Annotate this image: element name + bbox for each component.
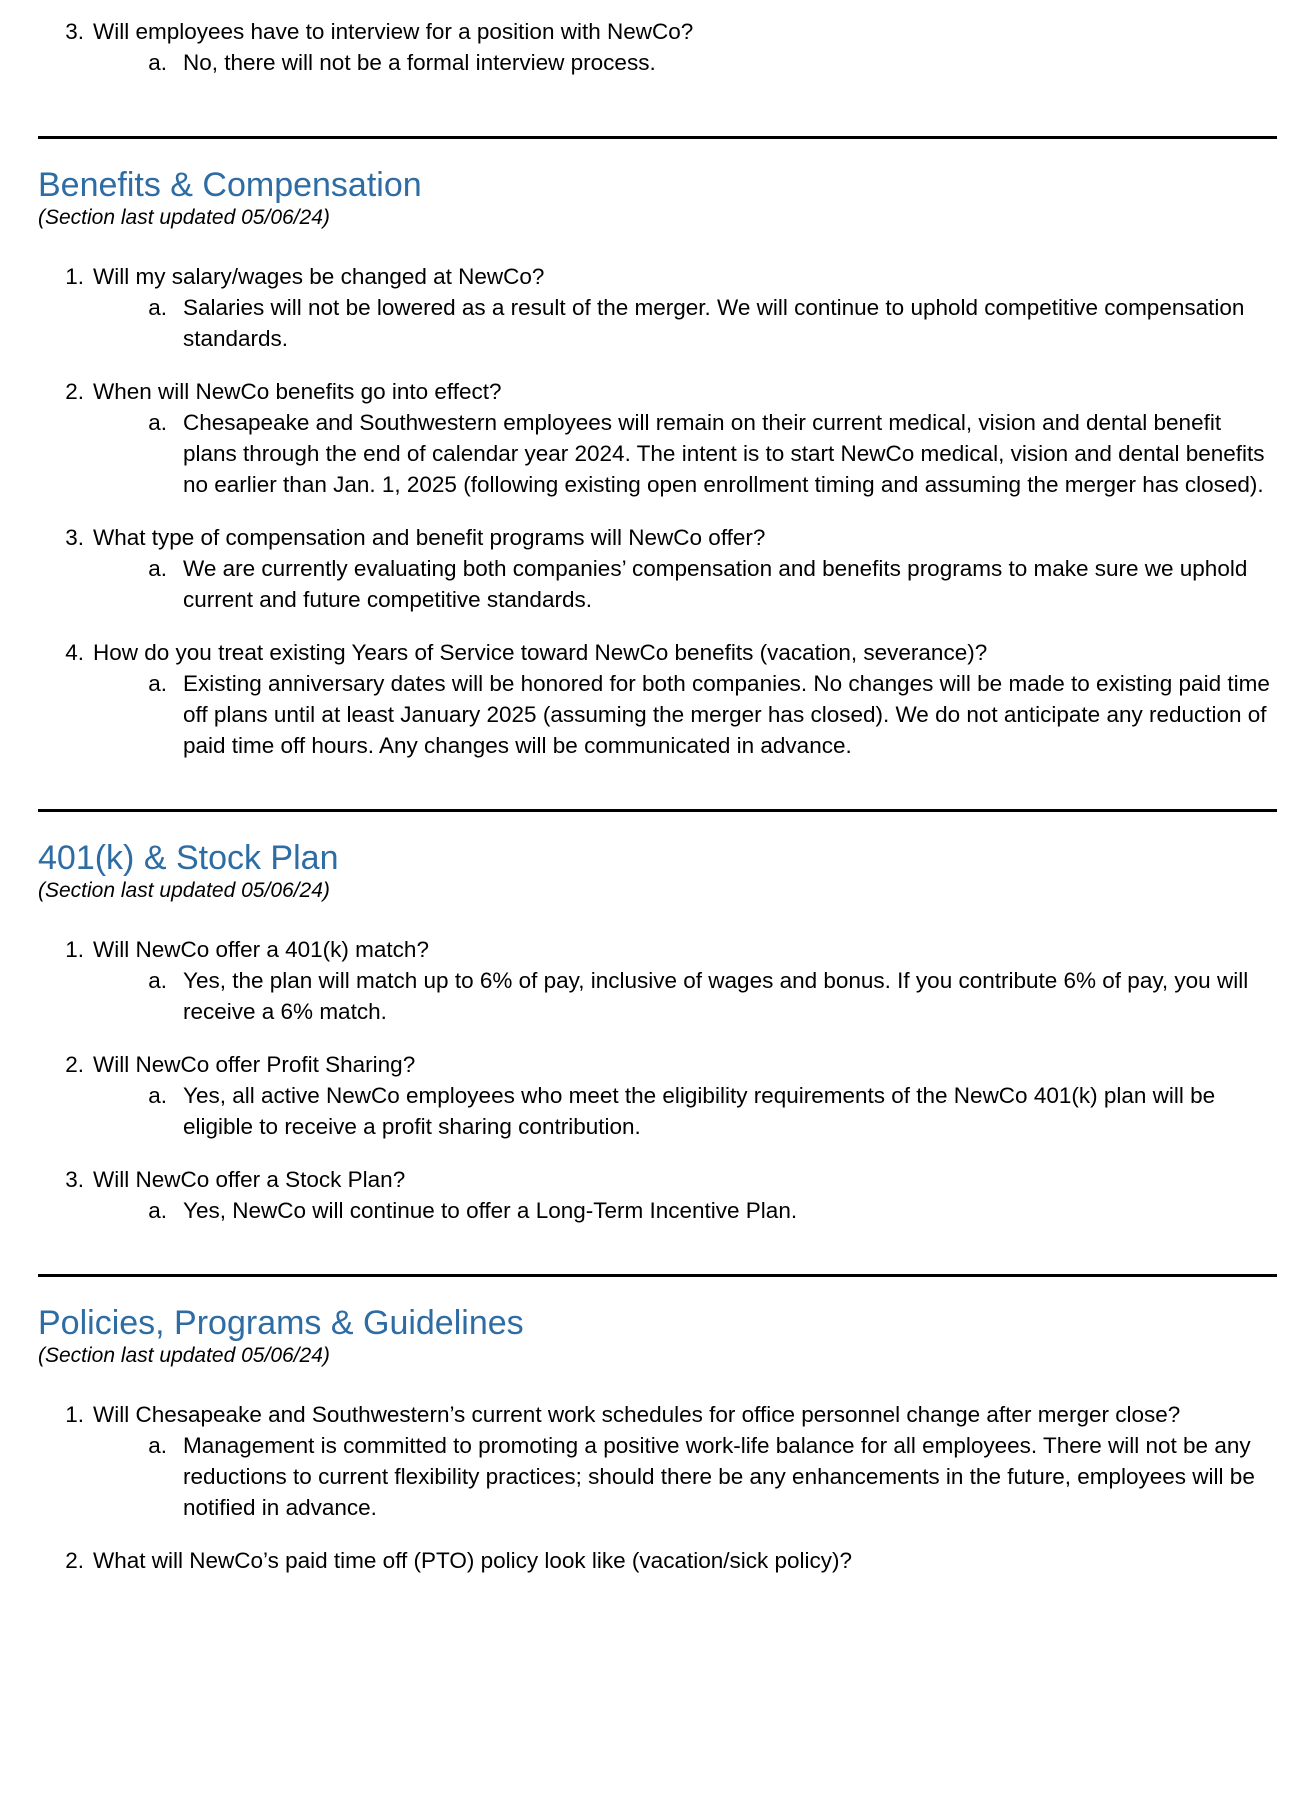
section-heading: 401(k) & Stock Plan xyxy=(38,839,339,877)
continued-question-block xyxy=(38,0,1277,78)
answer-marker: a. xyxy=(148,968,167,993)
section-subtitle: (Section last updated 05/06/24) xyxy=(38,206,330,229)
spacer xyxy=(38,812,1277,838)
question-item xyxy=(38,1399,1277,1523)
answer-marker: a. xyxy=(148,295,167,320)
question-marker: 3. xyxy=(65,1167,84,1192)
answer-list xyxy=(93,1430,1277,1523)
answer-list xyxy=(93,553,1277,615)
section-policies-programs-guidelines xyxy=(38,1303,1277,1576)
question-item xyxy=(38,1164,1277,1226)
question-text: When will NewCo benefits go into effect? xyxy=(93,379,502,404)
section-subtitle: (Section last updated 05/06/24) xyxy=(38,1344,330,1367)
spacer xyxy=(38,761,1277,809)
section-heading: Policies, Programs & Guidelines xyxy=(38,1304,524,1342)
question-text: Will employees have to interview for a position with NewCo? xyxy=(93,19,694,44)
answer-text: No, there will not be a formal interview process. xyxy=(183,50,656,75)
question-text: Will my salary/wages be changed at NewCo? xyxy=(93,264,545,289)
answer-list xyxy=(93,1195,1277,1226)
answer-item xyxy=(93,1080,1277,1142)
question-marker: 3. xyxy=(65,19,84,44)
question-marker: 1. xyxy=(65,937,84,962)
question-marker: 1. xyxy=(65,264,84,289)
spacer xyxy=(38,904,1277,934)
answer-marker: a. xyxy=(148,556,167,581)
section-subtitle: (Section last updated 05/06/24) xyxy=(38,879,330,902)
question-item xyxy=(38,261,1277,354)
question-marker: 3. xyxy=(65,525,84,550)
spacer xyxy=(38,231,1277,261)
answer-marker: a. xyxy=(148,1083,167,1108)
answer-item xyxy=(93,668,1277,761)
question-item xyxy=(38,1545,1277,1576)
answer-list xyxy=(93,407,1277,500)
question-item xyxy=(38,1049,1277,1142)
answer-item xyxy=(93,1195,1277,1226)
spacer xyxy=(38,78,1277,136)
answer-marker: a. xyxy=(148,671,167,696)
answer-marker: a. xyxy=(148,1433,167,1458)
answer-item xyxy=(93,407,1277,500)
spacer xyxy=(38,1369,1277,1399)
spacer xyxy=(38,1277,1277,1303)
answer-text: Yes, the plan will match up to 6% of pay, inclusive of wages and bonus. If you contribute 6% of pay, you will receive a 6% match. xyxy=(183,968,1249,1024)
answer-text: We are currently evaluating both companies’ compensation and benefits programs to make sure we uphold current and future competitive standards. xyxy=(183,556,1248,612)
answer-list xyxy=(93,47,1277,78)
question-item xyxy=(38,637,1277,761)
answer-item xyxy=(93,553,1277,615)
answer-marker: a. xyxy=(148,410,167,435)
question-marker: 2. xyxy=(65,379,84,404)
spacer xyxy=(38,1226,1277,1274)
answer-item xyxy=(93,965,1277,1027)
question-text: Will NewCo offer a 401(k) match? xyxy=(93,937,429,962)
answer-marker: a. xyxy=(148,50,167,75)
answer-marker: a. xyxy=(148,1198,167,1223)
question-text: Will NewCo offer a Stock Plan? xyxy=(93,1167,406,1192)
answer-list xyxy=(93,965,1277,1027)
section-question-list xyxy=(38,1399,1277,1576)
answer-list xyxy=(93,292,1277,354)
question-text: Will NewCo offer Profit Sharing? xyxy=(93,1052,416,1077)
spacer xyxy=(38,139,1277,165)
answer-text: Existing anniversary dates will be honored for both companies. No changes will be made to existing paid time off plans until at least January 2025 (assuming the merger has closed). We do not anticipate any reduction of paid time off hours. Any changes will be communicated in advance. xyxy=(183,671,1270,758)
question-marker: 4. xyxy=(65,640,84,665)
question-item xyxy=(38,522,1277,615)
continued-question-list xyxy=(38,16,1277,78)
answer-list xyxy=(93,668,1277,761)
answer-item xyxy=(93,47,1277,78)
section-401k-stock-plan xyxy=(38,838,1277,1226)
question-text: What type of compensation and benefit programs will NewCo offer? xyxy=(93,525,766,550)
question-text: How do you treat existing Years of Service toward NewCo benefits (vacation, severance)? xyxy=(93,640,988,665)
answer-text: Yes, NewCo will continue to offer a Long-Term Incentive Plan. xyxy=(183,1198,798,1223)
question-text: Will Chesapeake and Southwestern’s current work schedules for office personnel change after merger close? xyxy=(93,1402,1181,1427)
question-item xyxy=(38,16,1277,78)
question-item xyxy=(38,376,1277,500)
answer-text: Management is committed to promoting a positive work-life balance for all employees. There will not be any reductions to current flexibility practices; should there be any enhancements in the future, employees will be notified in advance. xyxy=(183,1433,1255,1520)
section-benefits-compensation xyxy=(38,165,1277,761)
answer-list xyxy=(93,1080,1277,1142)
section-question-list xyxy=(38,934,1277,1226)
answer-text: Chesapeake and Southwestern employees will remain on their current medical, vision and dental benefit plans through the end of calendar year 2024. The intent is to start NewCo medical, vision and dental benefits no earlier than Jan. 1, 2025 (following existing open enrollment timing and assuming the merger has closed). xyxy=(183,410,1265,497)
question-marker: 2. xyxy=(65,1052,84,1077)
question-text: What will NewCo’s paid time off (PTO) policy look like (vacation/sick policy)? xyxy=(93,1548,853,1573)
section-heading: Benefits & Compensation xyxy=(38,166,422,204)
section-question-list xyxy=(38,261,1277,761)
answer-text: Salaries will not be lowered as a result of the merger. We will continue to uphold competitive compensation standards. xyxy=(183,295,1245,351)
question-item xyxy=(38,934,1277,1027)
answer-item xyxy=(93,1430,1277,1523)
question-marker: 2. xyxy=(65,1548,84,1573)
question-marker: 1. xyxy=(65,1402,84,1427)
answer-text: Yes, all active NewCo employees who meet the eligibility requirements of the NewCo 401(k) plan will be eligible to receive a profit sharing contribution. xyxy=(183,1083,1216,1139)
answer-item xyxy=(93,292,1277,354)
